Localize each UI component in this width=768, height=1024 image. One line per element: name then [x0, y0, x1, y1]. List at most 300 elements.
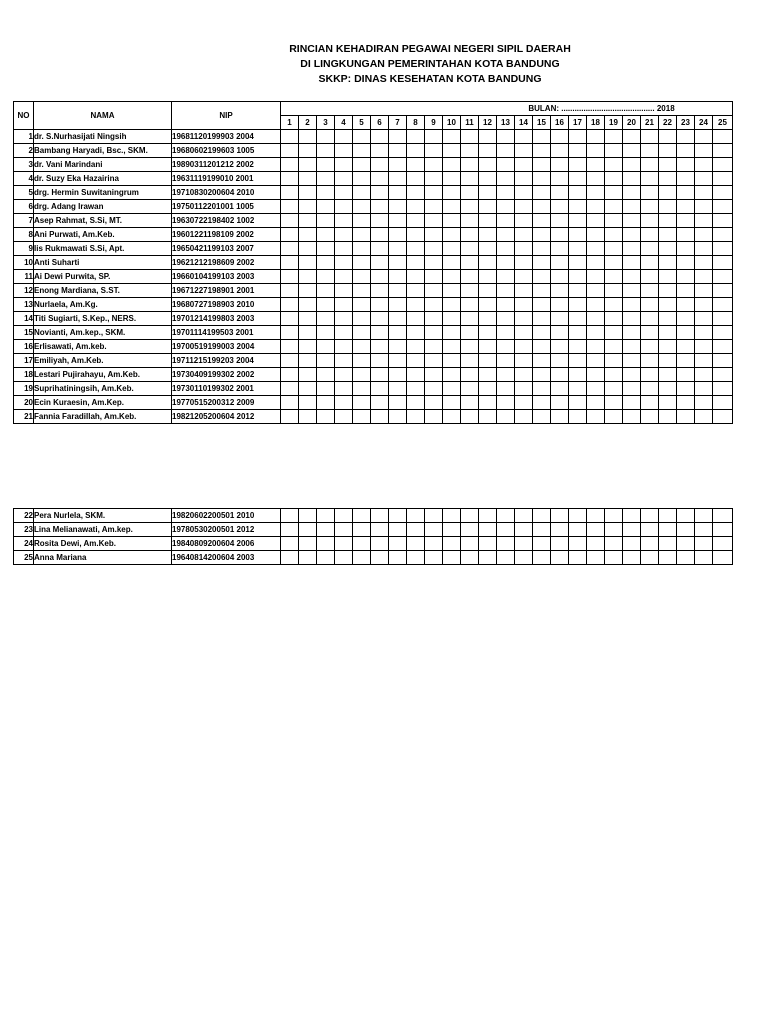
- attendance-cell[interactable]: [677, 214, 695, 228]
- attendance-cell[interactable]: [353, 354, 371, 368]
- attendance-cell[interactable]: [353, 284, 371, 298]
- attendance-cell[interactable]: [641, 368, 659, 382]
- attendance-cell[interactable]: [497, 228, 515, 242]
- attendance-cell[interactable]: [623, 509, 641, 523]
- attendance-cell[interactable]: [281, 523, 299, 537]
- attendance-cell[interactable]: [713, 256, 733, 270]
- attendance-cell[interactable]: [677, 551, 695, 565]
- attendance-cell[interactable]: [317, 523, 335, 537]
- attendance-cell[interactable]: [659, 186, 677, 200]
- attendance-cell[interactable]: [587, 200, 605, 214]
- attendance-cell[interactable]: [497, 312, 515, 326]
- attendance-cell[interactable]: [515, 368, 533, 382]
- attendance-cell[interactable]: [677, 158, 695, 172]
- attendance-cell[interactable]: [605, 326, 623, 340]
- attendance-cell[interactable]: [461, 284, 479, 298]
- attendance-cell[interactable]: [587, 326, 605, 340]
- attendance-cell[interactable]: [371, 551, 389, 565]
- attendance-cell[interactable]: [371, 410, 389, 424]
- attendance-cell[interactable]: [695, 186, 713, 200]
- attendance-cell[interactable]: [407, 158, 425, 172]
- attendance-cell[interactable]: [659, 312, 677, 326]
- attendance-cell[interactable]: [425, 382, 443, 396]
- attendance-cell[interactable]: [479, 551, 497, 565]
- attendance-cell[interactable]: [281, 214, 299, 228]
- attendance-cell[interactable]: [533, 186, 551, 200]
- attendance-cell[interactable]: [641, 326, 659, 340]
- attendance-cell[interactable]: [353, 537, 371, 551]
- attendance-cell[interactable]: [551, 256, 569, 270]
- attendance-cell[interactable]: [569, 270, 587, 284]
- attendance-cell[interactable]: [371, 214, 389, 228]
- attendance-cell[interactable]: [389, 228, 407, 242]
- attendance-cell[interactable]: [677, 270, 695, 284]
- attendance-cell[interactable]: [623, 284, 641, 298]
- attendance-cell[interactable]: [515, 537, 533, 551]
- attendance-cell[interactable]: [371, 537, 389, 551]
- attendance-cell[interactable]: [425, 214, 443, 228]
- attendance-cell[interactable]: [425, 284, 443, 298]
- attendance-cell[interactable]: [317, 368, 335, 382]
- attendance-cell[interactable]: [407, 396, 425, 410]
- attendance-cell[interactable]: [605, 382, 623, 396]
- attendance-cell[interactable]: [569, 509, 587, 523]
- attendance-cell[interactable]: [407, 368, 425, 382]
- attendance-cell[interactable]: [335, 396, 353, 410]
- attendance-cell[interactable]: [515, 354, 533, 368]
- attendance-cell[interactable]: [353, 144, 371, 158]
- attendance-cell[interactable]: [641, 382, 659, 396]
- attendance-cell[interactable]: [641, 410, 659, 424]
- attendance-cell[interactable]: [389, 326, 407, 340]
- attendance-cell[interactable]: [299, 298, 317, 312]
- attendance-cell[interactable]: [551, 551, 569, 565]
- attendance-cell[interactable]: [587, 228, 605, 242]
- attendance-cell[interactable]: [281, 396, 299, 410]
- attendance-cell[interactable]: [533, 172, 551, 186]
- attendance-cell[interactable]: [641, 270, 659, 284]
- attendance-cell[interactable]: [605, 130, 623, 144]
- attendance-cell[interactable]: [569, 284, 587, 298]
- attendance-cell[interactable]: [497, 214, 515, 228]
- attendance-cell[interactable]: [299, 312, 317, 326]
- attendance-cell[interactable]: [497, 130, 515, 144]
- attendance-cell[interactable]: [641, 523, 659, 537]
- attendance-cell[interactable]: [443, 396, 461, 410]
- attendance-cell[interactable]: [353, 214, 371, 228]
- attendance-cell[interactable]: [281, 186, 299, 200]
- attendance-cell[interactable]: [407, 256, 425, 270]
- attendance-cell[interactable]: [623, 368, 641, 382]
- attendance-cell[interactable]: [407, 523, 425, 537]
- attendance-cell[interactable]: [335, 312, 353, 326]
- attendance-cell[interactable]: [605, 396, 623, 410]
- attendance-cell[interactable]: [317, 130, 335, 144]
- attendance-cell[interactable]: [497, 410, 515, 424]
- attendance-cell[interactable]: [461, 340, 479, 354]
- attendance-cell[interactable]: [551, 284, 569, 298]
- attendance-cell[interactable]: [515, 396, 533, 410]
- attendance-cell[interactable]: [497, 340, 515, 354]
- attendance-cell[interactable]: [479, 410, 497, 424]
- attendance-cell[interactable]: [677, 368, 695, 382]
- attendance-cell[interactable]: [515, 158, 533, 172]
- attendance-cell[interactable]: [335, 242, 353, 256]
- attendance-cell[interactable]: [695, 368, 713, 382]
- attendance-cell[interactable]: [713, 551, 733, 565]
- attendance-cell[interactable]: [335, 523, 353, 537]
- attendance-cell[interactable]: [569, 298, 587, 312]
- attendance-cell[interactable]: [389, 200, 407, 214]
- attendance-cell[interactable]: [695, 354, 713, 368]
- attendance-cell[interactable]: [659, 130, 677, 144]
- attendance-cell[interactable]: [695, 158, 713, 172]
- attendance-cell[interactable]: [443, 284, 461, 298]
- attendance-cell[interactable]: [371, 284, 389, 298]
- attendance-cell[interactable]: [353, 396, 371, 410]
- attendance-cell[interactable]: [713, 270, 733, 284]
- attendance-cell[interactable]: [677, 228, 695, 242]
- attendance-cell[interactable]: [281, 242, 299, 256]
- attendance-cell[interactable]: [587, 242, 605, 256]
- attendance-cell[interactable]: [533, 284, 551, 298]
- attendance-cell[interactable]: [587, 172, 605, 186]
- attendance-cell[interactable]: [461, 270, 479, 284]
- attendance-cell[interactable]: [371, 396, 389, 410]
- attendance-cell[interactable]: [407, 551, 425, 565]
- attendance-cell[interactable]: [641, 172, 659, 186]
- attendance-cell[interactable]: [659, 144, 677, 158]
- attendance-cell[interactable]: [299, 130, 317, 144]
- attendance-cell[interactable]: [677, 340, 695, 354]
- attendance-cell[interactable]: [461, 172, 479, 186]
- attendance-cell[interactable]: [425, 158, 443, 172]
- attendance-cell[interactable]: [587, 523, 605, 537]
- attendance-cell[interactable]: [569, 158, 587, 172]
- attendance-cell[interactable]: [407, 186, 425, 200]
- attendance-cell[interactable]: [569, 214, 587, 228]
- attendance-cell[interactable]: [587, 270, 605, 284]
- attendance-cell[interactable]: [659, 326, 677, 340]
- attendance-cell[interactable]: [479, 144, 497, 158]
- attendance-cell[interactable]: [299, 354, 317, 368]
- attendance-cell[interactable]: [479, 354, 497, 368]
- attendance-cell[interactable]: [335, 284, 353, 298]
- attendance-cell[interactable]: [335, 551, 353, 565]
- attendance-cell[interactable]: [461, 256, 479, 270]
- attendance-cell[interactable]: [551, 186, 569, 200]
- attendance-cell[interactable]: [623, 298, 641, 312]
- attendance-cell[interactable]: [281, 354, 299, 368]
- attendance-cell[interactable]: [659, 270, 677, 284]
- attendance-cell[interactable]: [497, 256, 515, 270]
- attendance-cell[interactable]: [299, 186, 317, 200]
- attendance-cell[interactable]: [281, 312, 299, 326]
- attendance-cell[interactable]: [551, 368, 569, 382]
- attendance-cell[interactable]: [605, 284, 623, 298]
- attendance-cell[interactable]: [515, 228, 533, 242]
- attendance-cell[interactable]: [371, 228, 389, 242]
- attendance-cell[interactable]: [677, 410, 695, 424]
- attendance-cell[interactable]: [515, 270, 533, 284]
- attendance-cell[interactable]: [659, 214, 677, 228]
- attendance-cell[interactable]: [317, 298, 335, 312]
- attendance-cell[interactable]: [587, 312, 605, 326]
- attendance-cell[interactable]: [659, 368, 677, 382]
- attendance-cell[interactable]: [695, 200, 713, 214]
- attendance-cell[interactable]: [659, 537, 677, 551]
- attendance-cell[interactable]: [353, 340, 371, 354]
- attendance-cell[interactable]: [335, 509, 353, 523]
- attendance-cell[interactable]: [713, 158, 733, 172]
- attendance-cell[interactable]: [695, 551, 713, 565]
- attendance-cell[interactable]: [479, 172, 497, 186]
- attendance-cell[interactable]: [551, 354, 569, 368]
- attendance-cell[interactable]: [353, 130, 371, 144]
- attendance-cell[interactable]: [533, 326, 551, 340]
- attendance-cell[interactable]: [713, 523, 733, 537]
- attendance-cell[interactable]: [299, 144, 317, 158]
- attendance-cell[interactable]: [623, 242, 641, 256]
- attendance-cell[interactable]: [389, 312, 407, 326]
- attendance-cell[interactable]: [569, 340, 587, 354]
- attendance-cell[interactable]: [335, 537, 353, 551]
- attendance-cell[interactable]: [677, 509, 695, 523]
- attendance-cell[interactable]: [443, 242, 461, 256]
- attendance-cell[interactable]: [587, 368, 605, 382]
- attendance-cell[interactable]: [425, 186, 443, 200]
- attendance-cell[interactable]: [425, 410, 443, 424]
- attendance-cell[interactable]: [461, 410, 479, 424]
- attendance-cell[interactable]: [533, 158, 551, 172]
- attendance-cell[interactable]: [317, 396, 335, 410]
- attendance-cell[interactable]: [623, 537, 641, 551]
- attendance-cell[interactable]: [389, 214, 407, 228]
- attendance-cell[interactable]: [587, 256, 605, 270]
- attendance-cell[interactable]: [533, 214, 551, 228]
- attendance-cell[interactable]: [551, 158, 569, 172]
- attendance-cell[interactable]: [587, 158, 605, 172]
- attendance-cell[interactable]: [407, 382, 425, 396]
- attendance-cell[interactable]: [497, 242, 515, 256]
- attendance-cell[interactable]: [299, 340, 317, 354]
- attendance-cell[interactable]: [551, 228, 569, 242]
- attendance-cell[interactable]: [299, 256, 317, 270]
- attendance-cell[interactable]: [389, 130, 407, 144]
- attendance-cell[interactable]: [623, 312, 641, 326]
- attendance-cell[interactable]: [353, 368, 371, 382]
- attendance-cell[interactable]: [713, 214, 733, 228]
- attendance-cell[interactable]: [695, 242, 713, 256]
- attendance-cell[interactable]: [497, 284, 515, 298]
- attendance-cell[interactable]: [371, 200, 389, 214]
- attendance-cell[interactable]: [695, 270, 713, 284]
- attendance-cell[interactable]: [461, 509, 479, 523]
- attendance-cell[interactable]: [461, 312, 479, 326]
- attendance-cell[interactable]: [389, 242, 407, 256]
- attendance-cell[interactable]: [533, 242, 551, 256]
- attendance-cell[interactable]: [317, 410, 335, 424]
- attendance-cell[interactable]: [335, 256, 353, 270]
- attendance-cell[interactable]: [713, 186, 733, 200]
- attendance-cell[interactable]: [569, 523, 587, 537]
- attendance-cell[interactable]: [281, 256, 299, 270]
- attendance-cell[interactable]: [677, 144, 695, 158]
- attendance-cell[interactable]: [479, 298, 497, 312]
- attendance-cell[interactable]: [695, 537, 713, 551]
- attendance-cell[interactable]: [641, 158, 659, 172]
- attendance-cell[interactable]: [551, 214, 569, 228]
- attendance-cell[interactable]: [623, 551, 641, 565]
- attendance-cell[interactable]: [677, 130, 695, 144]
- attendance-cell[interactable]: [299, 326, 317, 340]
- attendance-cell[interactable]: [713, 340, 733, 354]
- attendance-cell[interactable]: [443, 270, 461, 284]
- attendance-cell[interactable]: [605, 523, 623, 537]
- attendance-cell[interactable]: [443, 172, 461, 186]
- attendance-cell[interactable]: [641, 396, 659, 410]
- attendance-cell[interactable]: [299, 396, 317, 410]
- attendance-cell[interactable]: [713, 410, 733, 424]
- attendance-cell[interactable]: [407, 312, 425, 326]
- attendance-cell[interactable]: [569, 326, 587, 340]
- attendance-cell[interactable]: [587, 537, 605, 551]
- attendance-cell[interactable]: [281, 509, 299, 523]
- attendance-cell[interactable]: [623, 186, 641, 200]
- attendance-cell[interactable]: [389, 256, 407, 270]
- attendance-cell[interactable]: [335, 340, 353, 354]
- attendance-cell[interactable]: [569, 256, 587, 270]
- attendance-cell[interactable]: [461, 396, 479, 410]
- attendance-cell[interactable]: [281, 130, 299, 144]
- attendance-cell[interactable]: [659, 382, 677, 396]
- attendance-cell[interactable]: [533, 340, 551, 354]
- attendance-cell[interactable]: [443, 256, 461, 270]
- attendance-cell[interactable]: [605, 214, 623, 228]
- attendance-cell[interactable]: [713, 228, 733, 242]
- attendance-cell[interactable]: [299, 200, 317, 214]
- attendance-cell[interactable]: [425, 537, 443, 551]
- attendance-cell[interactable]: [425, 144, 443, 158]
- attendance-cell[interactable]: [389, 284, 407, 298]
- attendance-cell[interactable]: [479, 242, 497, 256]
- attendance-cell[interactable]: [695, 523, 713, 537]
- attendance-cell[interactable]: [641, 200, 659, 214]
- attendance-cell[interactable]: [281, 144, 299, 158]
- attendance-cell[interactable]: [623, 326, 641, 340]
- attendance-cell[interactable]: [299, 228, 317, 242]
- attendance-cell[interactable]: [641, 186, 659, 200]
- attendance-cell[interactable]: [443, 186, 461, 200]
- attendance-cell[interactable]: [353, 186, 371, 200]
- attendance-cell[interactable]: [533, 228, 551, 242]
- attendance-cell[interactable]: [713, 312, 733, 326]
- attendance-cell[interactable]: [605, 537, 623, 551]
- attendance-cell[interactable]: [317, 551, 335, 565]
- attendance-cell[interactable]: [425, 509, 443, 523]
- attendance-cell[interactable]: [551, 298, 569, 312]
- attendance-cell[interactable]: [605, 242, 623, 256]
- attendance-cell[interactable]: [515, 523, 533, 537]
- attendance-cell[interactable]: [443, 130, 461, 144]
- attendance-cell[interactable]: [713, 396, 733, 410]
- attendance-cell[interactable]: [551, 130, 569, 144]
- attendance-cell[interactable]: [353, 326, 371, 340]
- attendance-cell[interactable]: [605, 298, 623, 312]
- attendance-cell[interactable]: [317, 326, 335, 340]
- attendance-cell[interactable]: [317, 340, 335, 354]
- attendance-cell[interactable]: [533, 130, 551, 144]
- attendance-cell[interactable]: [515, 186, 533, 200]
- attendance-cell[interactable]: [389, 298, 407, 312]
- attendance-cell[interactable]: [641, 214, 659, 228]
- attendance-cell[interactable]: [623, 354, 641, 368]
- attendance-cell[interactable]: [335, 228, 353, 242]
- attendance-cell[interactable]: [353, 242, 371, 256]
- attendance-cell[interactable]: [569, 130, 587, 144]
- attendance-cell[interactable]: [407, 144, 425, 158]
- attendance-cell[interactable]: [695, 312, 713, 326]
- attendance-cell[interactable]: [389, 270, 407, 284]
- attendance-cell[interactable]: [479, 326, 497, 340]
- attendance-cell[interactable]: [425, 340, 443, 354]
- attendance-cell[interactable]: [389, 509, 407, 523]
- attendance-cell[interactable]: [389, 340, 407, 354]
- attendance-cell[interactable]: [515, 509, 533, 523]
- attendance-cell[interactable]: [623, 340, 641, 354]
- attendance-cell[interactable]: [443, 200, 461, 214]
- attendance-cell[interactable]: [407, 200, 425, 214]
- attendance-cell[interactable]: [281, 326, 299, 340]
- attendance-cell[interactable]: [695, 410, 713, 424]
- attendance-cell[interactable]: [479, 382, 497, 396]
- attendance-cell[interactable]: [407, 214, 425, 228]
- attendance-cell[interactable]: [533, 396, 551, 410]
- attendance-cell[interactable]: [713, 537, 733, 551]
- attendance-cell[interactable]: [587, 382, 605, 396]
- attendance-cell[interactable]: [407, 270, 425, 284]
- attendance-cell[interactable]: [425, 130, 443, 144]
- attendance-cell[interactable]: [677, 172, 695, 186]
- attendance-cell[interactable]: [587, 214, 605, 228]
- attendance-cell[interactable]: [479, 284, 497, 298]
- attendance-cell[interactable]: [497, 537, 515, 551]
- attendance-cell[interactable]: [335, 368, 353, 382]
- attendance-cell[interactable]: [695, 326, 713, 340]
- attendance-cell[interactable]: [281, 410, 299, 424]
- attendance-cell[interactable]: [569, 382, 587, 396]
- attendance-cell[interactable]: [515, 382, 533, 396]
- attendance-cell[interactable]: [443, 354, 461, 368]
- attendance-cell[interactable]: [551, 172, 569, 186]
- attendance-cell[interactable]: [641, 130, 659, 144]
- attendance-cell[interactable]: [407, 354, 425, 368]
- attendance-cell[interactable]: [389, 382, 407, 396]
- attendance-cell[interactable]: [623, 130, 641, 144]
- attendance-cell[interactable]: [461, 130, 479, 144]
- attendance-cell[interactable]: [551, 270, 569, 284]
- attendance-cell[interactable]: [425, 551, 443, 565]
- attendance-cell[interactable]: [515, 312, 533, 326]
- attendance-cell[interactable]: [479, 270, 497, 284]
- attendance-cell[interactable]: [353, 312, 371, 326]
- attendance-cell[interactable]: [353, 256, 371, 270]
- attendance-cell[interactable]: [677, 354, 695, 368]
- attendance-cell[interactable]: [389, 158, 407, 172]
- attendance-cell[interactable]: [425, 312, 443, 326]
- attendance-cell[interactable]: [443, 340, 461, 354]
- attendance-cell[interactable]: [677, 242, 695, 256]
